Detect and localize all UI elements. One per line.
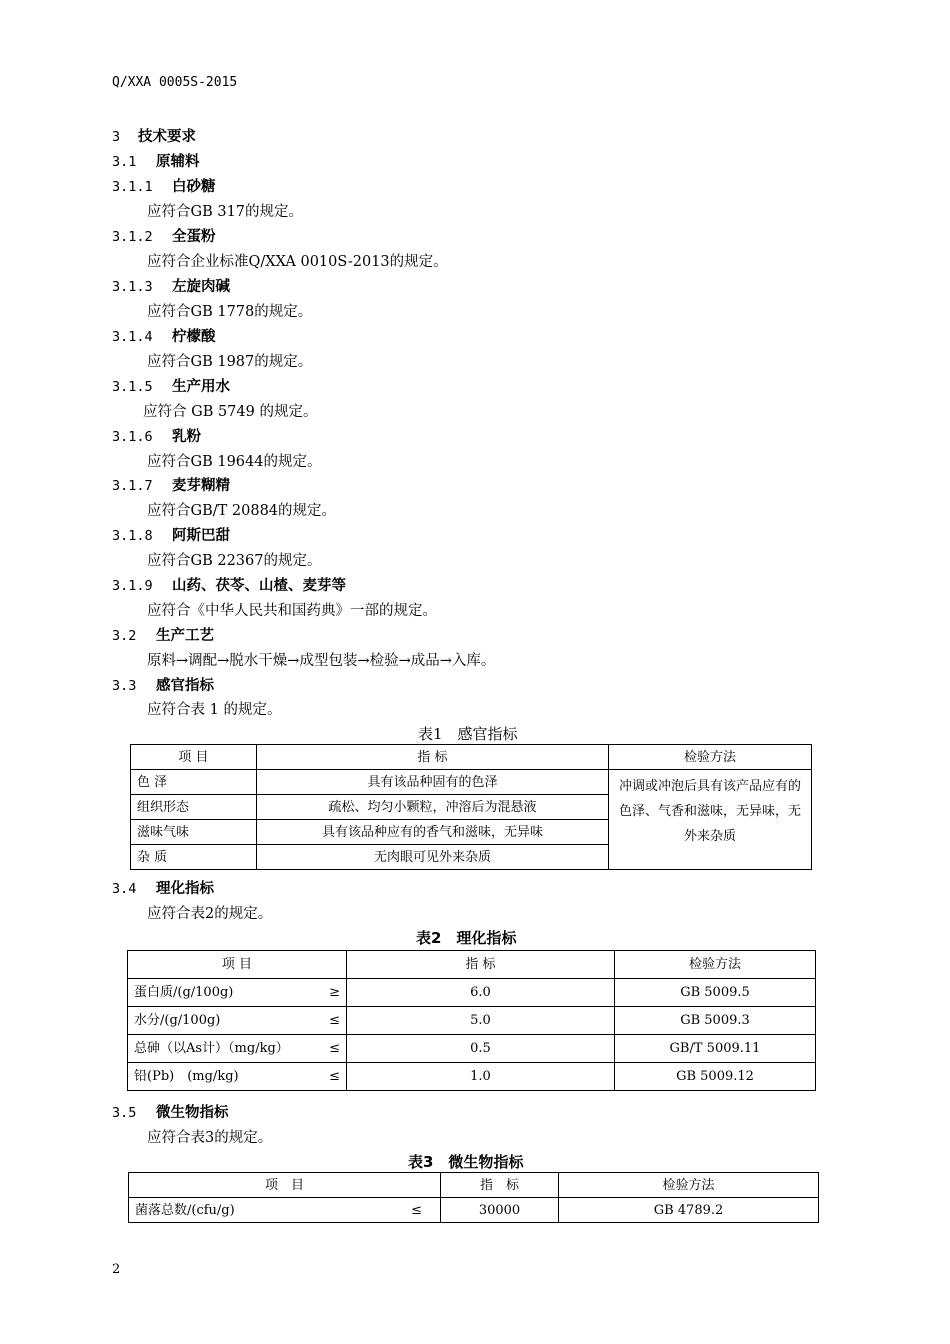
microbiological-table bbox=[128, 1172, 819, 1223]
item-text: 应符合GB 317的规定。 bbox=[147, 204, 304, 220]
comparison-symbol: ≥ bbox=[329, 985, 340, 1000]
section-3-3-heading bbox=[112, 674, 214, 695]
item-title: 生产用水 bbox=[172, 379, 230, 395]
item-label: 蛋白质/(g/100g) bbox=[134, 985, 234, 1000]
document-code-header: Q/XXA 0005S-2015 bbox=[112, 75, 238, 90]
item-text: 应符合 GB 5749 的规定。 bbox=[143, 404, 318, 420]
spec-cell: 无肉眼可见外来杂质 bbox=[257, 845, 609, 870]
item-cell: 杂 质 bbox=[131, 845, 257, 870]
section-number: 3.4 bbox=[112, 881, 137, 897]
header-cell: 项 目 bbox=[128, 951, 347, 979]
method-cell: GB 4789.2 bbox=[559, 1198, 819, 1223]
table-row bbox=[128, 979, 816, 1007]
item-number: 3.1.3 bbox=[112, 279, 153, 295]
item-number: 3.1.2 bbox=[112, 229, 153, 245]
method-cell: GB 5009.12 bbox=[615, 1063, 816, 1091]
section-3-1-heading bbox=[112, 150, 200, 171]
item-title: 左旋肉碱 bbox=[172, 279, 230, 295]
section-number: 3.1 bbox=[112, 154, 137, 170]
method-cell: GB/T 5009.11 bbox=[615, 1035, 816, 1063]
header-cell: 检验方法 bbox=[615, 951, 816, 979]
item-label: 菌落总数/(cfu/g) bbox=[135, 1202, 235, 1218]
method-cell: 冲调或冲泡后具有该产品应有的色泽、气香和滋味，无异味，无外来杂质 bbox=[609, 770, 812, 870]
value-cell: 30000 bbox=[441, 1198, 559, 1223]
spec-cell: 具有该品种固有的色泽 bbox=[257, 770, 609, 795]
item-cell: 组织形态 bbox=[131, 795, 257, 820]
method-cell: GB 5009.3 bbox=[615, 1007, 816, 1035]
item-cell bbox=[128, 979, 347, 1007]
section-title: 技术要求 bbox=[138, 129, 196, 145]
item-title: 乳粉 bbox=[172, 429, 201, 445]
item-label: 总砷（以As计）（mg/kg） bbox=[134, 1041, 289, 1056]
item-heading bbox=[112, 375, 230, 396]
item-heading bbox=[112, 574, 346, 595]
comparison-symbol: ≤ bbox=[329, 1041, 340, 1056]
table-header-row bbox=[131, 745, 812, 770]
item-title: 全蛋粉 bbox=[172, 229, 216, 245]
table2-caption: 表2 理化指标 bbox=[416, 929, 517, 947]
item-cell bbox=[128, 1063, 347, 1091]
method-cell: GB 5009.5 bbox=[615, 979, 816, 1007]
table-row bbox=[129, 1198, 819, 1223]
item-title: 山药、茯苓、山楂、麦芽等 bbox=[172, 578, 346, 594]
section-title: 微生物指标 bbox=[156, 1105, 229, 1121]
table-row bbox=[128, 1035, 816, 1063]
item-title: 阿斯巴甜 bbox=[172, 528, 230, 544]
section-number: 3.3 bbox=[112, 678, 137, 694]
item-cell bbox=[129, 1198, 441, 1223]
table-row bbox=[131, 770, 812, 795]
item-cell bbox=[128, 1007, 347, 1035]
section-text: 应符合表 1 的规定。 bbox=[147, 702, 282, 718]
spec-cell: 疏松、均匀小颗粒，冲溶后为混悬液 bbox=[257, 795, 609, 820]
value-cell: 1.0 bbox=[347, 1063, 615, 1091]
process-flow-text: 原料→调配→脱水干燥→成型包装→检验→成品→入库。 bbox=[147, 653, 496, 669]
section-text: 应符合表2的规定。 bbox=[147, 906, 273, 922]
item-text: 应符合GB 22367的规定。 bbox=[147, 553, 322, 569]
item-cell bbox=[128, 1035, 347, 1063]
item-number: 3.1.6 bbox=[112, 429, 153, 445]
item-text: 应符合企业标准Q/XXA 0010S-2013的规定。 bbox=[147, 254, 448, 270]
table3-caption: 表3 微生物指标 bbox=[408, 1153, 524, 1171]
item-label: 水分/(g/100g) bbox=[134, 1013, 221, 1028]
item-heading bbox=[112, 425, 201, 446]
table-row bbox=[128, 1007, 816, 1035]
section-number: 3.2 bbox=[112, 628, 137, 644]
header-cell: 项 目 bbox=[129, 1173, 441, 1198]
table-row bbox=[128, 1063, 816, 1091]
header-cell: 指 标 bbox=[347, 951, 615, 979]
header-cell: 指 标 bbox=[441, 1173, 559, 1198]
item-text: 应符合GB 1987的规定。 bbox=[147, 354, 313, 370]
item-number: 3.1.1 bbox=[112, 179, 153, 195]
item-text: 应符合GB 19644的规定。 bbox=[147, 454, 322, 470]
item-text: 应符合《中华人民共和国药典》一部的规定。 bbox=[147, 603, 437, 619]
comparison-symbol: ≤ bbox=[329, 1013, 340, 1028]
item-heading bbox=[112, 175, 216, 196]
item-text: 应符合GB 1778的规定。 bbox=[147, 304, 313, 320]
item-cell: 色 泽 bbox=[131, 770, 257, 795]
item-text: 应符合GB/T 20884的规定。 bbox=[147, 503, 337, 519]
item-number: 3.1.9 bbox=[112, 578, 153, 594]
item-number: 3.1.5 bbox=[112, 379, 153, 395]
header-cell: 指 标 bbox=[257, 745, 609, 770]
item-heading bbox=[112, 275, 230, 296]
item-cell: 滋味气味 bbox=[131, 820, 257, 845]
item-number: 3.1.4 bbox=[112, 329, 153, 345]
header-cell: 项 目 bbox=[131, 745, 257, 770]
item-label: 铅(Pb) (mg/kg) bbox=[134, 1069, 239, 1084]
value-cell: 0.5 bbox=[347, 1035, 615, 1063]
item-number: 3.1.8 bbox=[112, 528, 153, 544]
section-title: 感官指标 bbox=[156, 678, 214, 694]
item-title: 麦芽糊精 bbox=[172, 478, 230, 494]
table-header-row bbox=[129, 1173, 819, 1198]
table1-caption: 表1 感官指标 bbox=[418, 725, 518, 743]
comparison-symbol: ≤ bbox=[411, 1202, 422, 1218]
section-3-4-heading bbox=[112, 877, 214, 898]
section-text: 应符合表3的规定。 bbox=[147, 1130, 273, 1146]
section-title: 原辅料 bbox=[156, 154, 200, 170]
comparison-symbol: ≤ bbox=[329, 1069, 340, 1084]
section-number: 3 bbox=[112, 129, 121, 145]
item-title: 柠檬酸 bbox=[172, 329, 216, 345]
section-3-2-heading bbox=[112, 624, 214, 645]
physicochemical-table bbox=[127, 950, 816, 1091]
spec-cell: 具有该品种应有的香气和滋味，无异味 bbox=[257, 820, 609, 845]
item-heading bbox=[112, 474, 230, 495]
section-3-5-heading bbox=[112, 1101, 229, 1122]
item-heading bbox=[112, 325, 216, 346]
page-number: 2 bbox=[112, 1262, 121, 1277]
item-heading bbox=[112, 225, 216, 246]
item-title: 白砂糖 bbox=[172, 179, 216, 195]
sensory-table bbox=[130, 744, 812, 870]
header-cell: 检验方法 bbox=[559, 1173, 819, 1198]
table-header-row bbox=[128, 951, 816, 979]
item-number: 3.1.7 bbox=[112, 478, 153, 494]
value-cell: 5.0 bbox=[347, 1007, 615, 1035]
header-cell: 检验方法 bbox=[609, 745, 812, 770]
section-title: 理化指标 bbox=[156, 881, 214, 897]
section-number: 3.5 bbox=[112, 1105, 137, 1121]
section-3-heading bbox=[112, 125, 196, 146]
section-title: 生产工艺 bbox=[156, 628, 214, 644]
item-heading bbox=[112, 524, 230, 545]
value-cell: 6.0 bbox=[347, 979, 615, 1007]
